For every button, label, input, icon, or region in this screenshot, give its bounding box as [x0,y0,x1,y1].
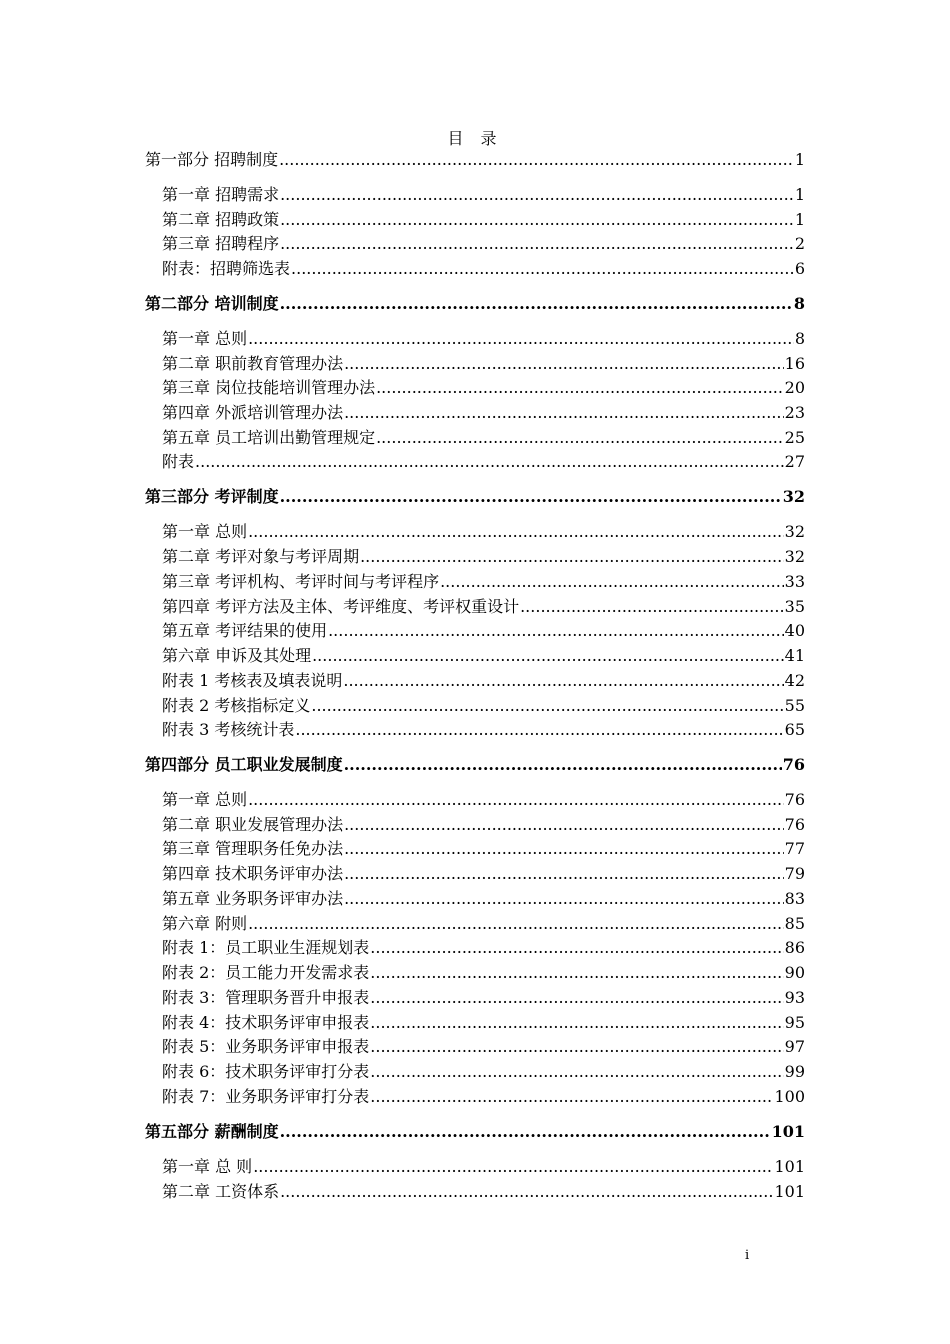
toc-entry-label: 附表 4：技术职务评审申报表 [162,1013,370,1032]
toc-chapter-entry[interactable] [162,695,805,717]
toc-entry-label: 第一章 招聘需求 [162,185,280,204]
toc-entry-label: 第一章 总则 [162,522,248,541]
toc-leader-dots [312,645,784,667]
toc-entry-label: 第一章 总则 [162,329,248,348]
toc-chapter-entry[interactable] [162,209,805,231]
toc-entry-label: 第四部分 员工职业发展制度 [145,755,343,774]
toc-entry-label: 第二章 招聘政策 [162,210,280,229]
toc-chapter-entry[interactable] [162,962,805,984]
toc-entry-label: 附表 7：业务职务评审打分表 [162,1087,370,1106]
toc-leader-dots [376,427,784,449]
toc-entry-label: 第一章 总则 [162,790,248,809]
toc-leader-dots [295,719,783,741]
toc-entry-page-number: 97 [784,1037,805,1056]
toc-chapter-entry[interactable] [162,1061,805,1083]
toc-leader-dots [370,1061,783,1083]
toc-entry-label: 附表 5：业务职务评审申报表 [162,1037,370,1056]
toc-leader-dots [376,377,784,399]
toc-entry-label: 附表 6：技术职务评审打分表 [162,1062,370,1081]
toc-chapter-entry[interactable] [162,427,805,449]
toc-entry-page-number: 8 [793,294,805,313]
toc-entry-page-number: 101 [774,1157,805,1176]
toc-entry-label: 第五章 考评结果的使用 [162,621,328,640]
toc-entry-page-number: 23 [784,403,805,422]
toc-leader-dots [280,1181,773,1203]
toc-entry-page-number: 76 [782,755,805,774]
toc-chapter-entry[interactable] [162,1012,805,1034]
toc-leader-dots [195,451,784,473]
toc-leader-dots [328,620,784,642]
toc-part-entry[interactable] [145,293,805,315]
toc-entry-label: 附表 3：管理职务晋升申报表 [162,988,370,1007]
toc-leader-dots [280,233,794,255]
toc-chapter-entry[interactable] [162,571,805,593]
toc-chapter-entry[interactable] [162,402,805,424]
toc-chapter-entry[interactable] [162,987,805,1009]
toc-leader-dots [370,962,783,984]
toc-leader-dots [360,546,784,568]
toc-entry-label: 第六章 申诉及其处理 [162,646,312,665]
toc-leader-dots [370,987,783,1009]
toc-entry-page-number: 42 [784,671,805,690]
toc-chapter-entry[interactable] [162,1036,805,1058]
toc-chapter-entry[interactable] [162,546,805,568]
toc-entry-page-number: 41 [784,646,805,665]
toc-entry-label: 第二章 职业发展管理办法 [162,815,344,834]
toc-entry-page-number: 79 [784,864,805,883]
toc-chapter-entry[interactable] [162,233,805,255]
toc-part-entry[interactable] [145,149,805,171]
toc-entry-page-number: 101 [771,1122,805,1141]
toc-entry-label: 附表 2：员工能力开发需求表 [162,963,370,982]
toc-entry-label: 附表 3 考核统计表 [162,720,295,739]
toc-entry-page-number: 27 [784,452,805,471]
toc-chapter-entry[interactable] [162,1181,805,1203]
toc-chapter-entry[interactable] [162,328,805,350]
toc-chapter-entry[interactable] [162,913,805,935]
toc-entry-page-number: 95 [784,1013,805,1032]
toc-entry-label: 第四章 考评方法及主体、考评维度、考评权重设计 [162,597,520,616]
toc-leader-dots [248,789,784,811]
toc-entry-page-number: 35 [784,597,805,616]
toc-chapter-entry[interactable] [162,521,805,543]
toc-chapter-entry[interactable] [162,1086,805,1108]
toc-leader-dots [311,695,783,717]
toc-entry-label: 第一部分 招聘制度 [145,150,279,169]
toc-entry-page-number: 16 [784,354,805,373]
toc-leader-dots [343,670,783,692]
toc-leader-dots [344,353,784,375]
toc-entry-page-number: 6 [794,259,805,278]
toc-chapter-entry[interactable] [162,620,805,642]
toc-entry-label: 第三章 岗位技能培训管理办法 [162,378,376,397]
toc-entry-page-number: 100 [774,1087,805,1106]
toc-chapter-entry[interactable] [162,451,805,473]
toc-entry-page-number: 101 [774,1182,805,1201]
toc-chapter-entry[interactable] [162,888,805,910]
toc-entry-page-number: 76 [784,815,805,834]
toc-entry-page-number: 1 [794,185,805,204]
toc-leader-dots [370,1012,783,1034]
toc-chapter-entry[interactable] [162,377,805,399]
toc-entry-label: 第一章 总 则 [162,1157,253,1176]
toc-part-entry[interactable] [145,754,805,776]
toc-leader-dots [344,402,784,424]
toc-entry-label: 附表 1 考核表及填表说明 [162,671,343,690]
toc-entry-page-number: 93 [784,988,805,1007]
toc-entry-page-number: 32 [782,487,805,506]
toc-leader-dots [279,149,794,171]
toc-leader-dots [370,1036,783,1058]
toc-entry-label: 第三章 管理职务任免办法 [162,839,344,858]
toc-entry-page-number: 8 [794,329,805,348]
toc-leader-dots [344,814,784,836]
toc-entry-label: 第三章 招聘程序 [162,234,280,253]
toc-leader-dots [280,1121,771,1143]
toc-entry-label: 第二部分 培训制度 [145,294,279,313]
toc-part-entry[interactable] [145,1121,805,1143]
toc-entry-label: 第四章 外派培训管理办法 [162,403,344,422]
toc-leader-dots [370,937,783,959]
toc-entry-page-number: 20 [784,378,805,397]
toc-leader-dots [440,571,784,593]
toc-chapter-entry[interactable] [162,789,805,811]
toc-leader-dots [253,1156,773,1178]
toc-entry-page-number: 85 [784,914,805,933]
toc-chapter-entry[interactable] [162,596,805,618]
toc-entry-label: 第四章 技术职务评审办法 [162,864,344,883]
toc-leader-dots [280,293,793,315]
toc-chapter-entry[interactable] [162,719,805,741]
toc-leader-dots [344,863,784,885]
toc-entry-page-number: 86 [784,938,805,957]
toc-leader-dots [280,184,794,206]
toc-entry-label: 第二章 考评对象与考评周期 [162,547,360,566]
toc-leader-dots [344,754,782,776]
toc-entry-page-number: 1 [794,150,805,169]
toc-entry-label: 第二章 工资体系 [162,1182,280,1201]
toc-entry-label: 第六章 附则 [162,914,248,933]
toc-leader-dots [291,258,794,280]
toc-chapter-entry[interactable] [162,1156,805,1178]
toc-entry-label: 附表 2 考核指标定义 [162,696,311,715]
toc-chapter-entry[interactable] [162,937,805,959]
toc-chapter-entry[interactable] [162,184,805,206]
toc-entry-page-number: 55 [784,696,805,715]
toc-entry-page-number: 32 [784,547,805,566]
toc-chapter-entry[interactable] [162,670,805,692]
toc-entry-label: 第三部分 考评制度 [145,487,279,506]
toc-entry-page-number: 2 [794,234,805,253]
toc-chapter-entry[interactable] [162,353,805,375]
toc-leader-dots [248,521,784,543]
toc-entry-page-number: 1 [794,210,805,229]
toc-leader-dots [520,596,784,618]
toc-entry-label: 第二章 职前教育管理办法 [162,354,344,373]
toc-entry-label: 附表 [162,452,195,471]
toc-leader-dots [248,913,784,935]
toc-entry-label: 第三章 考评机构、考评时间与考评程序 [162,572,440,591]
page-title: 目 录 [447,129,503,148]
toc-entry-page-number: 33 [784,572,805,591]
toc-chapter-entry[interactable] [162,863,805,885]
toc-leader-dots [344,888,784,910]
toc-leader-dots [248,328,794,350]
toc-chapter-entry[interactable] [162,838,805,860]
toc-entry-label: 第五章 业务职务评审办法 [162,889,344,908]
toc-entry-label: 第五章 员工培训出勤管理规定 [162,428,376,447]
toc-entry-page-number: 90 [784,963,805,982]
toc-chapter-entry[interactable] [162,645,805,667]
toc-entry-page-number: 25 [784,428,805,447]
toc-entry-page-number: 99 [784,1062,805,1081]
toc-entry-page-number: 76 [784,790,805,809]
toc-leader-dots [280,209,794,231]
toc-leader-dots [344,838,784,860]
toc-entry-label: 附表 1：员工职业生涯规划表 [162,938,370,957]
toc-leader-dots [370,1086,773,1108]
toc-entry-page-number: 40 [784,621,805,640]
footer-page-number: i [745,1248,750,1263]
toc-chapter-entry[interactable] [162,814,805,836]
toc-leader-dots [280,486,782,508]
toc-chapter-entry[interactable] [162,258,805,280]
toc-entry-label: 附表：招聘筛选表 [162,259,291,278]
toc-entry-page-number: 77 [784,839,805,858]
toc-entry-page-number: 32 [784,522,805,541]
toc-entry-page-number: 83 [784,889,805,908]
toc-entry-label: 第五部分 薪酬制度 [145,1122,279,1141]
toc-part-entry[interactable] [145,486,805,508]
toc-entry-page-number: 65 [784,720,805,739]
